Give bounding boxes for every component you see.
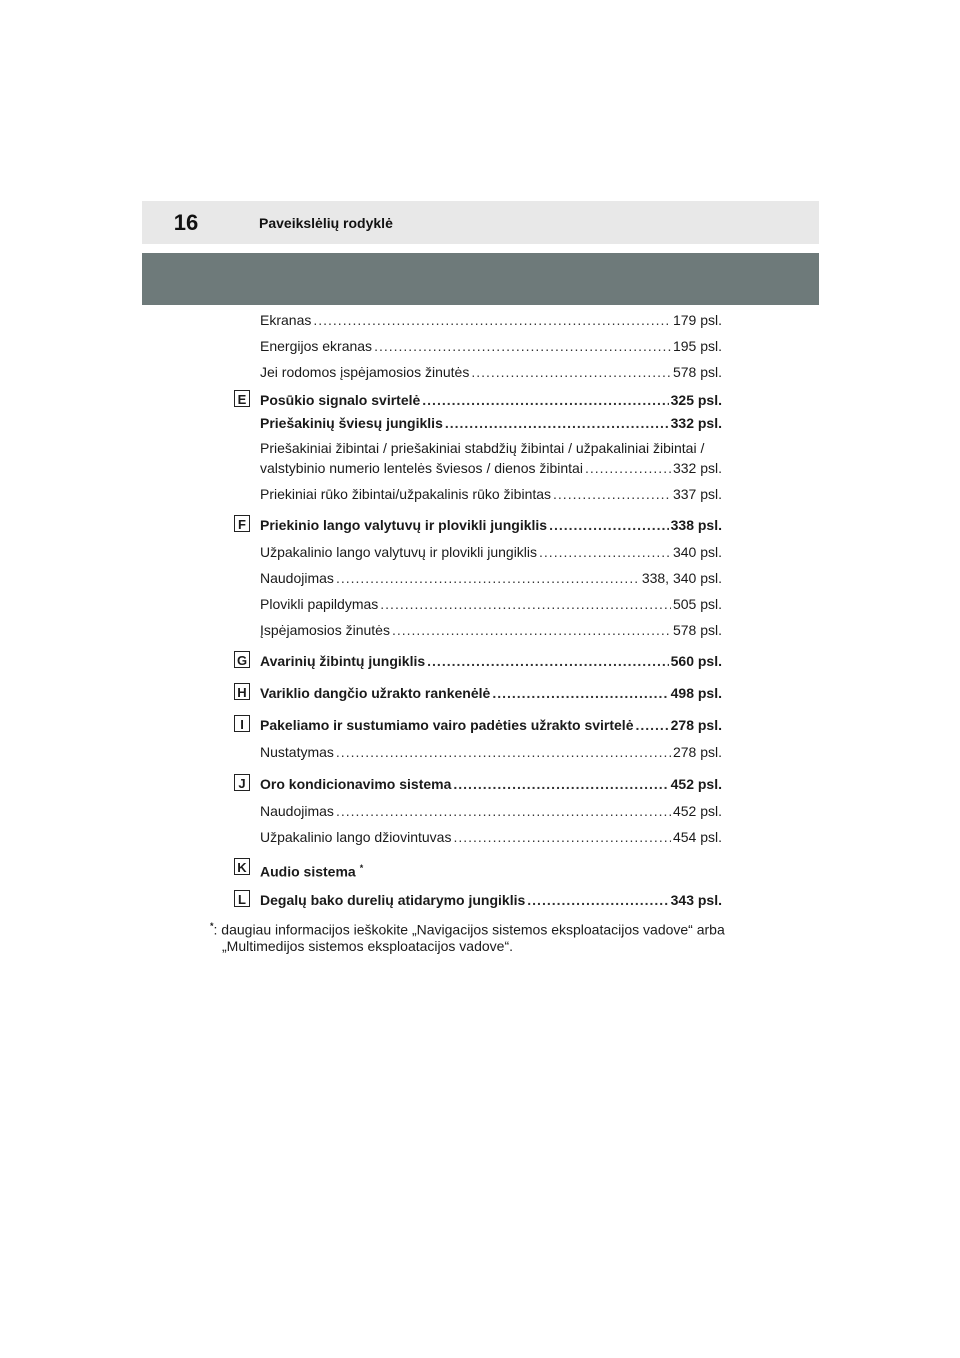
section-letter-h: H — [234, 683, 250, 700]
index-entry[interactable]: Energijos ekranas ..... 195 psl. — [260, 336, 722, 356]
index-entry[interactable]: Jei rodomos įspėjamosios žinutės ..... 578 psl. — [260, 362, 722, 382]
section-letter-j: J — [234, 774, 250, 791]
section-letter-g: G — [234, 651, 250, 668]
footnote-mark: * — [210, 921, 214, 931]
index-entry[interactable]: Užpakalinio lango valytuvų ir plovikli jungiklis ..... 340 psl. — [260, 542, 722, 562]
page-title: Paveikslėlių rodyklė — [259, 214, 393, 231]
index-entry[interactable]: Plovikli papildymas ..... 505 psl. — [260, 594, 722, 614]
index-entry[interactable]: Priekiniai rūko žibintai/užpakalinis rūko žibintas ..... 337 psl. — [260, 484, 722, 504]
index-entry[interactable]: Naudojimas ..... 452 psl. — [260, 801, 722, 821]
index-entry-main[interactable]: Priešakinių šviesų jungiklis ..... 332 psl. — [260, 413, 722, 433]
section-letter-e: E — [234, 390, 250, 407]
index-entry[interactable]: Įspėjamosios žinutės ..... 578 psl. — [260, 620, 722, 640]
index-entry[interactable]: valstybinio numerio lentelės šviesos / dienos žibintai ..... 332 psl. — [260, 458, 722, 478]
index-entry-main[interactable]: Variklio dangčio užrakto rankenėlė ..... 498 psl. — [260, 683, 722, 703]
page-number: 16 — [173, 209, 199, 235]
index-entry[interactable]: Užpakalinio lango džiovintuvas ..... 454 psl. — [260, 827, 722, 847]
footnote: *: daugiau informacijos ieškokite „Navigacijos sistemos eksploatacijos vadove“ arba — [210, 921, 725, 938]
footnote-mark: * — [359, 863, 364, 873]
index-entry[interactable]: Naudojimas ..... 338, 340 psl. — [260, 568, 722, 588]
index-entry[interactable]: Ekranas ..... 179 psl. — [260, 310, 722, 330]
index-entry-main[interactable]: Priekinio lango valytuvų ir plovikli jungiklis ..... 338 psl. — [260, 515, 722, 535]
index-entry-main[interactable]: Oro kondicionavimo sistema ..... 452 psl. — [260, 774, 722, 794]
index-entry-main[interactable]: Degalų bako durelių atidarymo jungiklis ..... 343 psl. — [260, 890, 722, 910]
section-letter-f: F — [234, 515, 250, 532]
section-band — [142, 253, 819, 305]
index-entry-main[interactable]: Posūkio signalo svirtelė ..... 325 psl. — [260, 390, 722, 410]
section-letter-k: K — [234, 858, 250, 875]
section-letter-i: I — [234, 715, 250, 732]
index-entry-main[interactable]: Audio sistema * — [260, 863, 364, 880]
index-entry-text: Priešakiniai žibintai / priešakiniai stabdžių žibintai / užpakaliniai žibintai / — [260, 440, 705, 456]
index-entry[interactable]: Nustatymas ..... 278 psl. — [260, 742, 722, 762]
section-letter-l: L — [234, 890, 250, 907]
page-header — [142, 201, 819, 244]
index-entry-main[interactable]: Pakeliamo ir sustumiamo vairo padėties užrakto svirtelė ..... 278 psl. — [260, 715, 722, 735]
index-entry-main[interactable]: Avarinių žibintų jungiklis ..... 560 psl. — [260, 651, 722, 671]
footnote-line-2: „Multimedijos sistemos eksploatacijos vadove“. — [222, 938, 513, 954]
